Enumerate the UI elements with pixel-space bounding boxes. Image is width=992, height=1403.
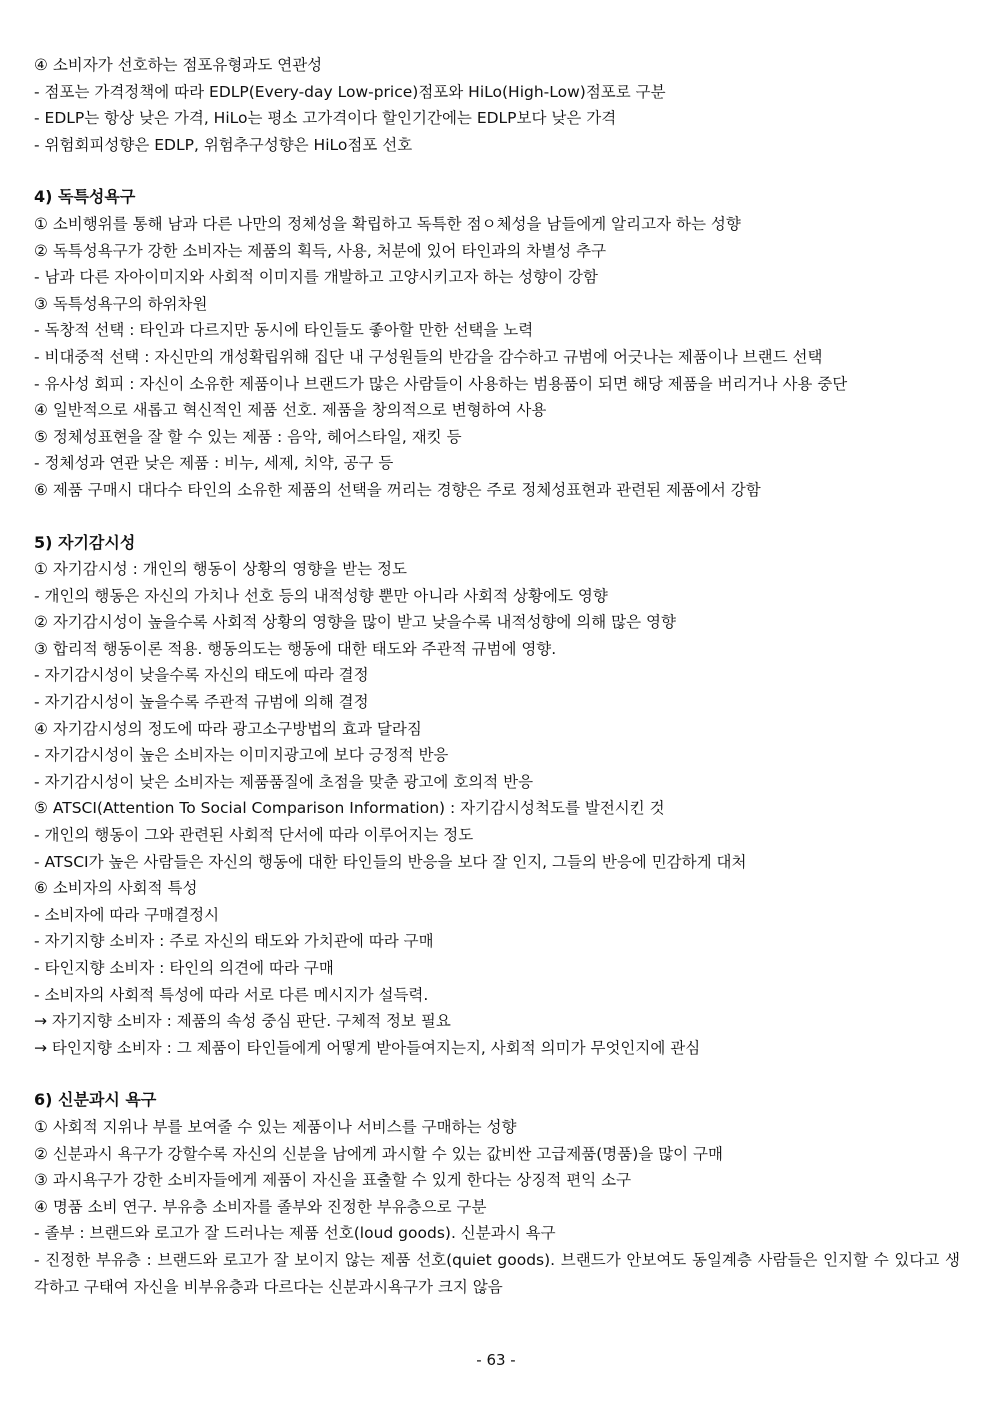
text-line: ③ 합리적 행동이론 적용. 행동의도는 행동에 대한 태도와 주관적 규범에 영향. [34,639,557,658]
text-line: - 자기감시성이 높은 소비자는 이미지광고에 보다 긍정적 반응 [34,746,449,765]
text-line: - 진정한 부유층 : 브랜드와 로고가 잘 보이지 않는 제품 선호(quiet goods). 브랜드가 안보여도 동일계층 사람들은 인지할 수 있다고 생각하고 구태여 자신을 비부유층과 다르다는 신분과시욕구가 크지 않음 [34,1250,960,1296]
text-line: ① 사회적 지위나 부를 보여줄 수 있는 제품이나 서비스를 구매하는 성향 [34,1117,517,1136]
text-line: ⑤ 정체성표현을 잘 할 수 있는 제품 : 음악, 헤어스타일, 재킷 등 [34,427,462,446]
text-line: → 자기지향 소비자 : 제품의 속성 중심 판단. 구체적 정보 필요 [34,1012,451,1031]
text-line: - 독창적 선택 : 타인과 다르지만 동시에 타인들도 좋아할 만한 선택을 노력 [34,321,534,340]
text-line: - 점포는 가격정책에 따라 EDLP(Every-day Low-price)점포와 HiLo(High-Low)점포로 구분 [34,82,666,101]
text-line: - 비대중적 선택 : 자신만의 개성확립위해 집단 내 구성원들의 반감을 감수하고 규범에 어긋나는 제품이나 브랜드 선택 [34,347,823,366]
text-line: ① 자기감시성 : 개인의 행동이 상황의 영향을 받는 정도 [34,560,407,579]
page-number: - 63 - [476,1351,516,1369]
text-line: ③ 독특성욕구의 하위차원 [34,294,208,313]
text-line: ④ 자기감시성의 정도에 따라 광고소구방법의 효과 달라짐 [34,719,422,738]
text-line: - 자기감시성이 낮은 소비자는 제품품질에 초점을 맞춘 광고에 호의적 반응 [34,772,534,791]
text-line: ② 독특성욕구가 강한 소비자는 제품의 획득, 사용, 처분에 있어 타인과의 차별성 추구 [34,241,607,260]
text-line: - 정체성과 연관 낮은 제품 : 비누, 세제, 치약, 공구 등 [34,454,394,473]
text-line: ④ 명품 소비 연구. 부유층 소비자를 졸부와 진정한 부유층으로 구분 [34,1197,487,1216]
section-heading: 4) 독특성욕구 [34,187,136,207]
text-line: - 자기감시성이 높을수록 주관적 규범에 의해 결정 [34,693,369,712]
text-line: - 위험회피성향은 EDLP, 위험추구성향은 HiLo점포 선호 [34,135,413,154]
section-status-display-need [34,1087,960,1300]
text-line: ① 소비행위를 통해 남과 다른 나만의 정체성을 확립하고 독특한 점ㅇ체성을 남들에게 알리고자 하는 성향 [34,214,741,233]
text-line: - EDLP는 항상 낮은 가격, HiLo는 평소 고가격이다 할인기간에는 EDLP보다 낮은 가격 [34,109,617,128]
text-line: ④ 일반적으로 새롭고 혁신적인 제품 선호. 제품을 창의적으로 변형하여 사용 [34,401,547,420]
section-gap [34,158,960,184]
section-self-monitoring [34,530,960,1062]
text-line: - 소비자에 따라 구매결정시 [34,905,220,924]
text-line: - 소비자의 사회적 특성에 따라 서로 다른 메시지가 설득력. [34,985,429,1004]
intro-block [34,52,960,158]
text-line: - 개인의 행동은 자신의 가치나 선호 등의 내적성향 뿐만 아니라 사회적 상황에도 영향 [34,586,608,605]
section-uniqueness-need [34,184,960,503]
section-gap [34,504,960,530]
section-heading: 6) 신분과시 욕구 [34,1090,157,1110]
text-line: ④ 소비자가 선호하는 점포유형과도 연관성 [34,56,323,74]
text-line: ③ 과시욕구가 강한 소비자들에게 제품이 자신을 표출할 수 있게 한다는 상징적 편익 소구 [34,1171,632,1190]
document-page [34,52,960,1300]
text-line: ⑤ ATSCI(Attention To Social Comparison Information) : 자기감시성척도를 발전시킨 것 [34,799,665,818]
text-line: ② 자기감시성이 높을수록 사회적 상황의 영향을 많이 받고 낮을수록 내적성향에 의해 많은 영향 [34,613,676,632]
text-line: - 유사성 회피 : 자신이 소유한 제품이나 브랜드가 많은 사람들이 사용하는 범용품이 되면 해당 제품을 버리거나 사용 중단 [34,374,848,393]
text-line: → 타인지향 소비자 : 그 제품이 타인들에게 어떻게 받아들여지는지, 사회적 의미가 무엇인지에 관심 [34,1038,701,1057]
text-line: - ATSCI가 높은 사람들은 자신의 행동에 대한 타인들의 반응을 보다 잘 인지, 그들의 반응에 민감하게 대처 [34,852,747,871]
text-line: - 자기감시성이 낮을수록 자신의 태도에 따라 결정 [34,666,369,685]
text-line: ⑥ 제품 구매시 대다수 타인의 소유한 제품의 선택을 꺼리는 경향은 주로 정체성표현과 관련된 제품에서 강함 [34,480,761,499]
text-line: - 개인의 행동이 그와 관련된 사회적 단서에 따라 이루어지는 정도 [34,826,474,845]
text-line: - 타인지향 소비자 : 타인의 의견에 따라 구매 [34,959,334,977]
text-line: ② 신분과시 욕구가 강할수록 자신의 신분을 남에게 과시할 수 있는 값비싼 고급제품(명품)을 많이 구매 [34,1144,723,1163]
text-line: - 졸부 : 브랜드와 로고가 잘 드러나는 제품 선호(loud goods). 신분과시 욕구 [34,1224,556,1243]
section-gap [34,1061,960,1087]
section-heading: 5) 자기감시성 [34,532,136,552]
text-line: ⑥ 소비자의 사회적 특성 [34,879,198,898]
text-line: - 자기지향 소비자 : 주로 자신의 태도와 가치관에 따라 구매 [34,932,434,951]
text-line: - 남과 다른 자아이미지와 사회적 이미지를 개발하고 고양시키고자 하는 성향이 강함 [34,268,598,287]
